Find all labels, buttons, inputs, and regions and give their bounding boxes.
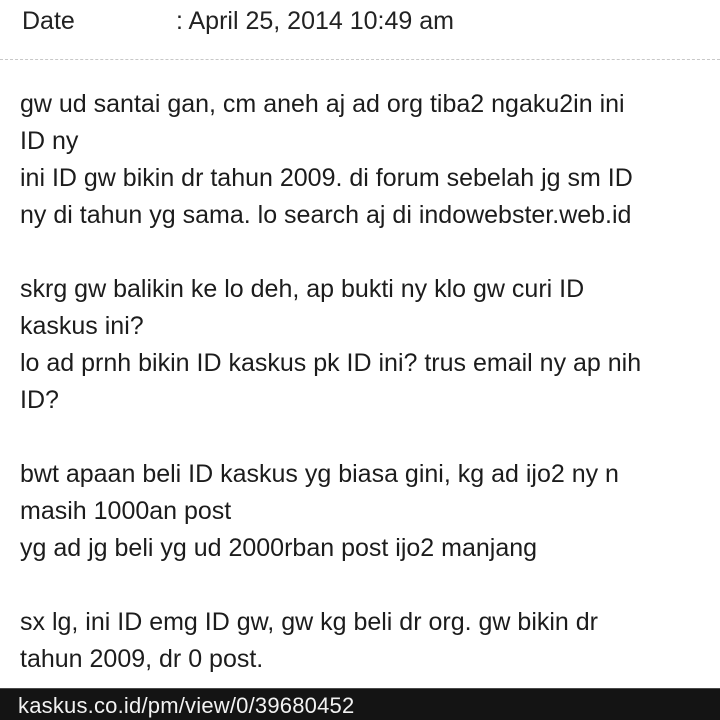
date-label: Date	[22, 7, 75, 35]
message-body	[20, 86, 710, 715]
message-line: masih 1000an post	[20, 497, 232, 525]
message-line: bwt apaan beli ID kaskus yg biasa gini, kg ad ijo2 ny n	[20, 460, 619, 488]
message-paragraph	[20, 86, 710, 234]
message-line: sx lg, ini ID emg ID gw, gw kg beli dr org. gw bikin dr	[20, 608, 599, 636]
dashed-divider	[0, 59, 720, 60]
message-paragraph	[20, 456, 710, 567]
message-line: skrg gw balikin ke lo deh, ap bukti ny klo gw curi ID	[20, 275, 585, 303]
message-paragraph	[20, 604, 710, 678]
message-line: ID?	[20, 386, 59, 414]
message-line: gw ud santai gan, cm aneh aj ad org tiba2 ngaku2in ini	[20, 90, 625, 118]
date-value: : April 25, 2014 10:49 am	[176, 7, 454, 35]
message-line: yg ad jg beli yg ud 2000rban post ijo2 manjang	[20, 534, 538, 562]
message-line: ini ID gw bikin dr tahun 2009. di forum sebelah jg sm ID	[20, 164, 633, 192]
message-paragraph	[20, 271, 710, 419]
message-line: kaskus ini?	[20, 312, 144, 340]
message-line: ny di tahun yg sama. lo search aj di indowebster.web.id	[20, 201, 632, 229]
page-url[interactable]: kaskus.co.id/pm/view/0/39680452	[18, 693, 355, 718]
message-line: tahun 2009, dr 0 post.	[20, 645, 264, 673]
message-line: lo ad prnh bikin ID kaskus pk ID ini? trus email ny ap nih	[20, 349, 642, 377]
url-footer-bar	[0, 688, 720, 720]
message-line: ID ny	[20, 127, 79, 155]
date-header	[22, 4, 712, 38]
